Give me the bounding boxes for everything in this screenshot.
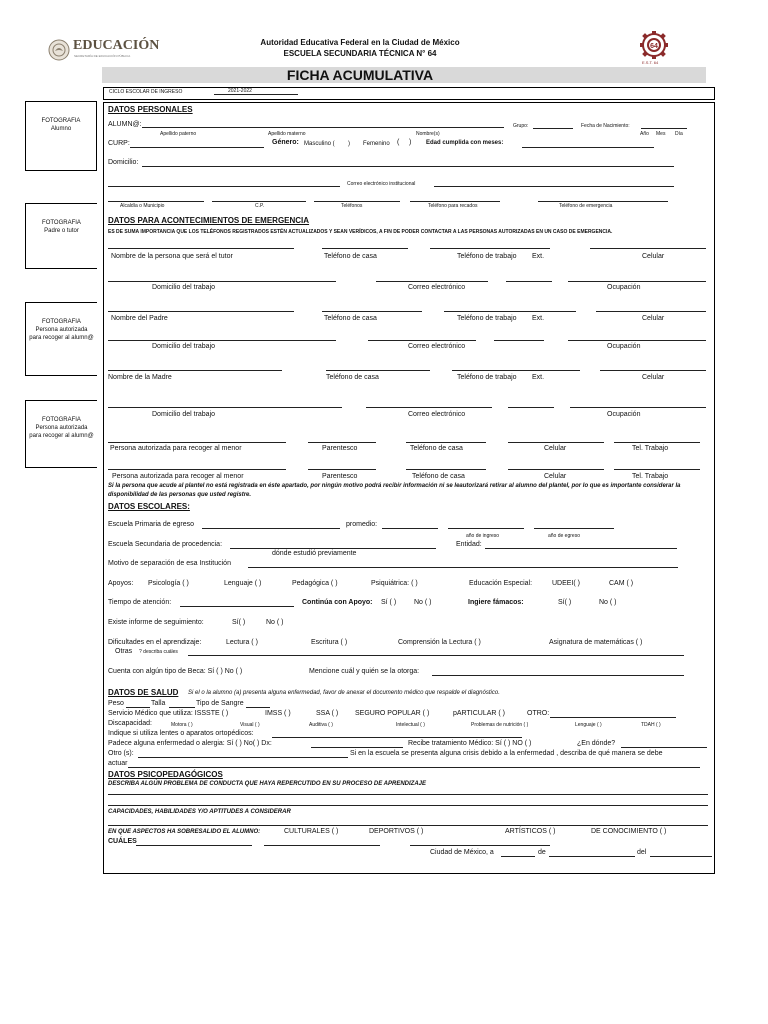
autorizada1-tel-casa-caption: Teléfono de casa [410, 445, 463, 452]
anio-ingreso-field[interactable] [448, 528, 524, 529]
ciudad-label: Ciudad de México, a [430, 849, 494, 856]
padece-label: Padece alguna enfermedad o alergia: Sí ( ) No( ) Dx: [108, 740, 272, 747]
conocimiento-option[interactable]: DE CONOCIMIENTO ( ) [591, 828, 667, 835]
ssa-option[interactable]: SSA ( ) [316, 710, 339, 717]
photo-label-2: Alumno [50, 126, 72, 132]
grupo-label: Grupo: [513, 123, 529, 129]
entidad-label: Entidad: [456, 541, 482, 548]
seguimiento-si-option[interactable]: Sí( ) [232, 619, 246, 626]
autorizada2-celular-caption: Celular [544, 473, 567, 480]
talla-label: Talla [151, 700, 166, 707]
conducta-label: DESCRIBA ALGÚN PROBLEMA DE CONDUCTA QUE HAYA REPERCUTIDO EN SU PROCESO DE APRENDIZAJE [108, 781, 427, 787]
psicologia-option[interactable]: Psicología ( ) [148, 580, 189, 587]
masculino-close: ) [348, 141, 350, 147]
emergency-heading: DATOS PARA ACONTECIMIENTOS DE EMERGENCIA [108, 216, 310, 225]
ingiere-no-option[interactable]: No ( ) [599, 599, 617, 606]
madre-correo-caption: Correo electrónico [408, 411, 466, 418]
madre-celular-caption: Celular [642, 374, 665, 381]
tutor-ocupacion-field[interactable] [568, 281, 706, 282]
peso-field[interactable] [126, 707, 150, 708]
psycho-heading: DATOS PSICOPEDAGÓGICOS [108, 770, 223, 779]
photo-label-1: FOTOGRAFIA [42, 417, 81, 423]
padre-celular-field[interactable] [596, 311, 706, 312]
cuales-label: CUÁLES [108, 838, 137, 845]
madre-ocupacion-field[interactable] [570, 407, 706, 408]
tutor-ext-caption: Ext. [532, 253, 545, 260]
promedio-field[interactable] [382, 528, 438, 529]
seguro-popular-option[interactable]: SEGURO POPULAR ( ) [355, 710, 430, 717]
anio-egreso-field[interactable] [534, 528, 614, 529]
tel-emergencia-caption: Teléfono de emergencia [559, 203, 613, 209]
mes-caption: Mes [656, 131, 666, 137]
school-name: ESCUELA SECUNDARIA TÉCNICA N° 64 [283, 49, 437, 58]
padre-tel-casa-field[interactable] [322, 311, 422, 312]
continua-si-option[interactable]: Sí ( ) [381, 599, 397, 606]
correo-inst-field[interactable] [434, 186, 674, 187]
edad-field[interactable] [522, 147, 654, 148]
health-heading: DATOS DE SALUD [108, 688, 179, 697]
autorizada2-tel-trabajo-caption: Tel. Trabajo [632, 473, 669, 480]
sep-eagle-icon [48, 39, 70, 61]
personal-heading: DATOS PERSONALES [108, 105, 193, 114]
photo-label-3: para recoger al alumn@ [29, 335, 94, 341]
en-donde-label: ¿En dónde? [577, 740, 616, 747]
motivo-field[interactable] [248, 567, 678, 568]
alcaldia-field[interactable] [108, 201, 204, 202]
secundaria-label: Escuela Secundaria de procedencia: [108, 541, 223, 548]
seguimiento-no-option[interactable]: No ( ) [266, 619, 284, 626]
svg-text:64: 64 [650, 43, 658, 50]
madre-tel-casa-field[interactable] [326, 370, 430, 371]
tutor-tel-trabajo-field[interactable] [430, 248, 550, 249]
masculino-option[interactable]: Masculino ( [304, 141, 335, 147]
autorizada2-parentesco-field[interactable] [308, 469, 376, 470]
autorizada2-tel-casa-field[interactable] [406, 469, 486, 470]
mencione-label: Mencione cuál y quién se la otorga: [309, 668, 420, 675]
alcaldia-cp-field[interactable] [108, 186, 340, 187]
warning-text: Si la persona que acude al plantel no está registrada en éste apartado, por ningún motivo podrá recibir información ni se leautorizará retirar al alumno del plantel, por lo que es importante considerar la disponibilidad de las personas que usted registre. [108, 483, 681, 498]
escritura-option[interactable]: Escritura ( ) [311, 639, 348, 646]
lenguaje-option[interactable]: Lenguaje ( ) [224, 580, 262, 587]
motora-option[interactable]: Motora ( ) [171, 722, 193, 728]
psiquiatrica-option[interactable]: Psiquiátrica: ( ) [371, 580, 418, 587]
domicilio-label: Domicilio: [108, 159, 139, 166]
matematicas-option[interactable]: Asignatura de matemáticas ( ) [549, 639, 643, 646]
secundaria-field[interactable] [230, 548, 436, 549]
school-seal [634, 30, 674, 66]
continua-no-option[interactable]: No ( ) [414, 599, 432, 606]
autorizada2-tel-trabajo-field[interactable] [614, 469, 700, 470]
genero-label: Género: [272, 139, 299, 146]
tel-recados-field[interactable] [410, 201, 500, 202]
cp-caption: C.P. [255, 203, 265, 209]
primaria-field[interactable] [202, 528, 340, 529]
padre-correo2-field[interactable] [494, 340, 544, 341]
lenguaje-health-option[interactable]: Lenguaje ( ) [575, 722, 602, 728]
otras-label: Otras [115, 648, 133, 655]
continua-label: Continúa con Apoyo: [302, 599, 373, 606]
alcaldia-caption: Alcaldía o Municipio [120, 203, 165, 209]
curp-label: CURP: [108, 140, 130, 147]
authority-name: Autoridad Educativa Federal en la Ciudad de México [260, 38, 460, 47]
autorizada2-name-field[interactable] [108, 469, 286, 470]
sep-logo [48, 37, 158, 63]
tutor-name-caption: Nombre de la persona que será el tutor [111, 253, 233, 260]
describa-caption: ? describa cuáles [139, 649, 178, 655]
madre-celular-field[interactable] [600, 370, 706, 371]
dia-caption: Día [675, 131, 683, 137]
dx-field[interactable] [311, 747, 403, 748]
madre-ocupacion-caption: Ocupación [607, 411, 641, 418]
talla-field[interactable] [169, 707, 195, 708]
alumno-label: ALUMN@: [108, 121, 142, 128]
sobresalido-label: EN QUE ASPECTOS HA SOBRESALIDO EL ALUMNO: [108, 829, 261, 835]
autorizada1-caption: Persona autorizada para recoger al menor [110, 445, 242, 452]
femenino-option[interactable]: Femenino [363, 141, 390, 147]
tutor-correo-field[interactable] [376, 281, 488, 282]
autorizada1-celular-field[interactable] [508, 442, 604, 443]
tipo-sangre-label: Tipo de Sangre [196, 700, 244, 707]
photo-autorizada-2[interactable] [25, 400, 97, 468]
tutor-correo2-field[interactable] [506, 281, 552, 282]
imss-option[interactable]: IMSS ( ) [265, 710, 291, 717]
deportivos-option[interactable]: DEPORTIVOS ( ) [369, 828, 424, 835]
madre-domicilio-caption: Domicilio del trabajo [152, 411, 216, 418]
otro-label: OTRO: [527, 710, 550, 717]
otros-field[interactable] [138, 757, 348, 758]
madre-name-field[interactable] [108, 370, 282, 371]
photo-label-2: Persona autorizada [35, 327, 88, 333]
beca-label: Cuenta con algún tipo de Beca: Sí ( ) No ( ) [108, 668, 243, 675]
cam-option[interactable]: CAM ( ) [609, 580, 634, 587]
photo-label-1: FOTOGRAFIA [42, 319, 81, 325]
madre-domicilio-field[interactable] [108, 407, 342, 408]
school-heading: DATOS ESCOLARES: [108, 502, 190, 511]
tutor-tel-casa-field[interactable] [322, 248, 408, 249]
autorizada1-celular-caption: Celular [544, 445, 567, 452]
actuar-field[interactable] [128, 767, 700, 768]
tutor-ocupacion-caption: Ocupación [607, 284, 641, 291]
lectura-option[interactable]: Lectura ( ) [226, 639, 258, 646]
nombres-caption: Nombre(s) [416, 131, 440, 137]
padre-ext-caption: Ext. [532, 315, 545, 322]
autorizada1-tel-trabajo-field[interactable] [614, 442, 700, 443]
otras-field[interactable] [188, 655, 684, 656]
autorizada1-tel-casa-field[interactable] [406, 442, 486, 443]
madre-tel-trabajo-caption: Teléfono de trabajo [457, 374, 517, 381]
anio-egreso-caption: año de egreso [548, 533, 580, 539]
tutor-celular-field[interactable] [590, 248, 706, 249]
padre-correo-field[interactable] [368, 340, 476, 341]
tiempo-label: Tiempo de atención: [108, 599, 172, 606]
padre-ocupacion-caption: Ocupación [607, 343, 641, 350]
domicilio-field[interactable] [142, 166, 674, 167]
beca-field[interactable] [432, 675, 684, 676]
lentes-label: Indique si utiliza lentes o aparatos ortopédicos: [108, 730, 254, 737]
grupo-field[interactable] [533, 128, 573, 129]
conducta-field-2[interactable] [108, 805, 708, 806]
padre-domicilio-field[interactable] [108, 340, 336, 341]
photo-label-1: FOTOGRAFIA [41, 118, 81, 124]
autorizada1-parentesco-caption: Parentesco [322, 445, 358, 452]
autorizada1-name-field[interactable] [108, 442, 286, 443]
photo-alumno[interactable] [25, 101, 97, 171]
tutor-correo-caption: Correo electrónico [408, 284, 466, 291]
padre-name-field[interactable] [108, 311, 294, 312]
udeei-option[interactable]: UDEEI( ) [552, 580, 580, 587]
madre-correo-field[interactable] [366, 407, 492, 408]
anio-firma-field[interactable] [650, 856, 712, 857]
curp-field[interactable] [130, 147, 264, 148]
cuales-field-3[interactable] [410, 845, 550, 846]
crisis-label: Si en la escuela se presenta alguna crisis debido a la enfermedad , describa de qué manera se debe [350, 750, 663, 757]
tipo-sangre-field[interactable] [246, 707, 270, 708]
actuar-label: actuar [108, 760, 128, 767]
logo-text: EDUCACIÓN [73, 38, 160, 53]
autorizada2-celular-field[interactable] [508, 469, 604, 470]
edad-label: Edad cumplida con meses: [426, 140, 504, 146]
tutor-tel-casa-caption: Teléfono de casa [324, 253, 377, 260]
emergency-note: ES DE SUMA IMPORTANCIA QUE LOS TELÉFONOS REGISTRADOS ESTÉN ACTUALIZADOS Y SEAN VERÍDICOS, A FIN DE PODER CONTACTAR A LAS PERSONAS AUTORIZADAS EN UN CASO DE EMERGENCIA. [108, 229, 613, 235]
padre-domicilio-caption: Domicilio del trabajo [152, 343, 216, 350]
artisticos-option[interactable]: ARTÍSTICOS ( ) [505, 828, 556, 835]
photo-label-1: FOTOGRAFIA [42, 220, 81, 226]
alumno-name-field[interactable] [142, 127, 504, 128]
pedagogica-option[interactable]: Pedagógica ( ) [292, 580, 338, 587]
tel-emergencia-field[interactable] [538, 201, 668, 202]
ingiere-si-option[interactable]: Sí( ) [558, 599, 572, 606]
padre-name-caption: Nombre del Padre [111, 315, 168, 322]
photo-label-2: Padre o tutor [44, 228, 79, 234]
en-donde-field[interactable] [621, 747, 707, 748]
cuales-field-2[interactable] [264, 845, 380, 846]
lentes-field[interactable] [272, 737, 522, 738]
cycle-value-field[interactable] [214, 88, 298, 95]
intelectual-option[interactable]: Intelectual ( ) [396, 722, 425, 728]
capacidades-field[interactable] [108, 825, 708, 826]
particular-option[interactable]: pARTICULAR ( ) [453, 710, 505, 717]
madre-tel-trabajo-field[interactable] [452, 370, 580, 371]
tutor-celular-caption: Celular [642, 253, 665, 260]
autorizada1-parentesco-field[interactable] [308, 442, 376, 443]
del-label: del [637, 849, 647, 856]
tutor-tel-trabajo-caption: Teléfono de trabajo [457, 253, 517, 260]
culturales-option[interactable]: CULTURALES ( ) [284, 828, 339, 835]
photo-tutor[interactable] [25, 203, 97, 269]
conducta-field-1[interactable] [108, 794, 708, 795]
photo-label-3: para recoger al alumn@ [29, 433, 94, 439]
autorizada1-tel-trabajo-caption: Tel. Trabajo [632, 445, 669, 452]
nutricion-option[interactable]: Problemas de nutrición ( ) [471, 722, 529, 728]
anio-caption: Año [640, 131, 649, 137]
autorizada2-tel-casa-caption: Teléfono de casa [412, 473, 465, 480]
apellido-materno-caption: Apellido materno [268, 131, 306, 137]
donde-caption: dónde estudió previamente [272, 550, 357, 557]
telefonos-caption: Teléfonos [341, 203, 363, 209]
padre-tel-trabajo-field[interactable] [444, 311, 576, 312]
entidad-field[interactable] [485, 548, 677, 549]
cp-field[interactable] [212, 201, 306, 202]
tel-recados-caption: Teléfono para recados [428, 203, 478, 209]
madre-ext-caption: Ext. [532, 374, 545, 381]
otro-field[interactable] [550, 717, 676, 718]
peso-label: Peso [108, 700, 124, 707]
auditiva-option[interactable]: Auditiva ( ) [309, 722, 333, 728]
padre-correo-caption: Correo electrónico [408, 343, 466, 350]
dificultades-label: Dificultades en el aprendizaje: [108, 639, 202, 646]
padre-ocupacion-field[interactable] [568, 340, 706, 341]
padre-celular-caption: Celular [642, 315, 665, 322]
tutor-domicilio-caption: Domicilio del trabajo [152, 284, 216, 291]
fecha-nac-field[interactable] [641, 128, 687, 129]
padre-tel-casa-caption: Teléfono de casa [324, 315, 377, 322]
discapacidad-label: Discapacidad: [108, 720, 152, 727]
servicio-label: Servicio Médico que utiliza: ISSSTE ( ) [108, 710, 229, 717]
femenino-open: ( [397, 139, 400, 146]
motivo-label: Motivo de separación de esa Institución [108, 560, 231, 567]
seal-text: E.S.T. 64 [642, 60, 659, 65]
dia-firma-field[interactable] [501, 856, 535, 857]
autorizada2-caption: Persona autorizada para recoger al menor [112, 473, 244, 480]
madre-correo2-field[interactable] [508, 407, 554, 408]
autorizada2-parentesco-caption: Parentesco [322, 473, 358, 480]
tratamiento-label: Recibe tratamiento Médico: Sí ( ) NO ( ) [408, 740, 532, 747]
tutor-name-field[interactable] [108, 248, 294, 249]
padre-tel-trabajo-caption: Teléfono de trabajo [457, 315, 517, 322]
fecha-nac-label: Fecha de Nacimiento: [581, 123, 630, 129]
cycle-box [103, 87, 715, 100]
comprension-option[interactable]: Comprensión la Lectura ( ) [398, 639, 481, 646]
anio-ingreso-caption: año de ingreso [466, 533, 500, 539]
capacidades-label: CAPACIDADES, HABILIDADES Y/O APTITUDES A CONSIDERAR [108, 809, 291, 815]
otros-label: Otro (s): [108, 750, 134, 757]
madre-name-caption: Nombre de la Madre [108, 374, 172, 381]
apoyos-label: Apoyos: [108, 580, 134, 587]
madre-tel-casa-caption: Teléfono de casa [326, 374, 379, 381]
primaria-label: Escuela Primaria de egreso [108, 521, 194, 528]
mes-firma-field[interactable] [549, 856, 635, 857]
cycle-label: CICLO ESCOLAR DE INGRESO [109, 89, 183, 95]
visual-option[interactable]: Visual ( ) [240, 722, 260, 728]
correo-inst-label: Correo electrónico institucional [347, 181, 416, 187]
photo-autorizada-1[interactable] [25, 302, 97, 376]
de-label: de [538, 849, 546, 856]
telefonos-field[interactable] [314, 201, 400, 202]
cycle-value: 2021-2022 [228, 88, 252, 94]
cuales-field-1[interactable] [136, 845, 252, 846]
promedio-label: promedio: [346, 521, 378, 528]
page-title: FICHA ACUMULATIVA [286, 67, 434, 83]
femenino-close: ) [409, 139, 412, 146]
tutor-domicilio-field[interactable] [108, 281, 336, 282]
ingiere-label: Ingiere fámacos: [468, 599, 524, 606]
apellido-paterno-caption: Apellido paterno [160, 131, 197, 137]
health-note: Si el o la alumno (a) presenta alguna enfermedad, favor de anexar el documento médico que respalde el diagnóstico. [188, 690, 500, 696]
tiempo-field[interactable] [180, 606, 294, 607]
tdah-option[interactable]: TDAH ( ) [641, 722, 661, 728]
logo-subtitle: SECRETARÍA DE EDUCACIÓN PÚBLICA [74, 54, 131, 58]
educacion-especial-label: Educación Especial: [469, 580, 533, 587]
photo-label-2: Persona autorizada [35, 425, 88, 431]
seguimiento-label: Existe informe de seguimiento: [108, 619, 204, 626]
